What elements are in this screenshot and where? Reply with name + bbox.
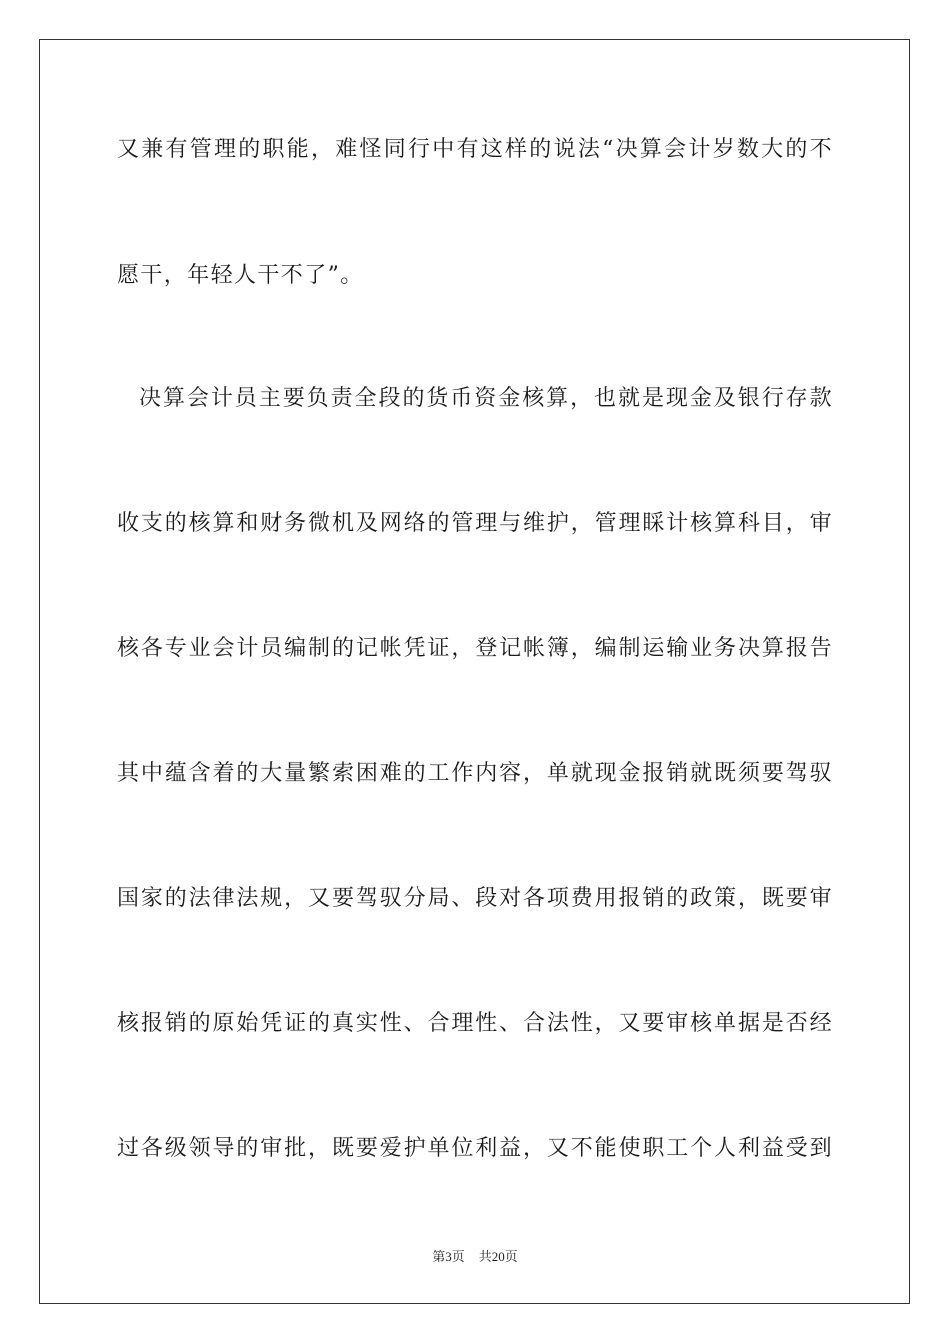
page-total: 共20页 — [478, 1249, 518, 1264]
text-line: 国家的法律法规，又要驾驭分局、段对各项费用报销的政策，既要审 — [117, 886, 833, 911]
text-line: 其中蕴含着的大量繁索困难的工作内容，单就现金报销就既须要驾驭 — [117, 761, 833, 786]
page-footer — [0, 1248, 950, 1266]
text-line-paragraph-start: 决算会计员主要负责全段的货币资金核算，也就是现金及银行存款 — [139, 386, 833, 411]
text-line: 愿干，年轻人干不了”。 — [117, 263, 364, 288]
text-line: 核报销的原始凭证的真实性、合理性、合法性，又要审核单据是否经 — [117, 1011, 833, 1036]
text-line: 核各专业会计员编制的记帐凭证，登记帐簿，编制运输业务决算报告 — [117, 636, 833, 661]
text-line: 又兼有管理的职能，难怪同行中有这样的说法“决算会计岁数大的不 — [117, 137, 833, 162]
text-line: 收支的核算和财务微机及网络的管理与维护，管理睬计核算科目，审 — [117, 511, 833, 536]
page-number: 第3页 — [432, 1249, 465, 1264]
page-border — [39, 39, 910, 1304]
text-line: 过各级领导的审批，既要爱护单位利益，又不能使职工个人利益受到 — [117, 1136, 833, 1161]
